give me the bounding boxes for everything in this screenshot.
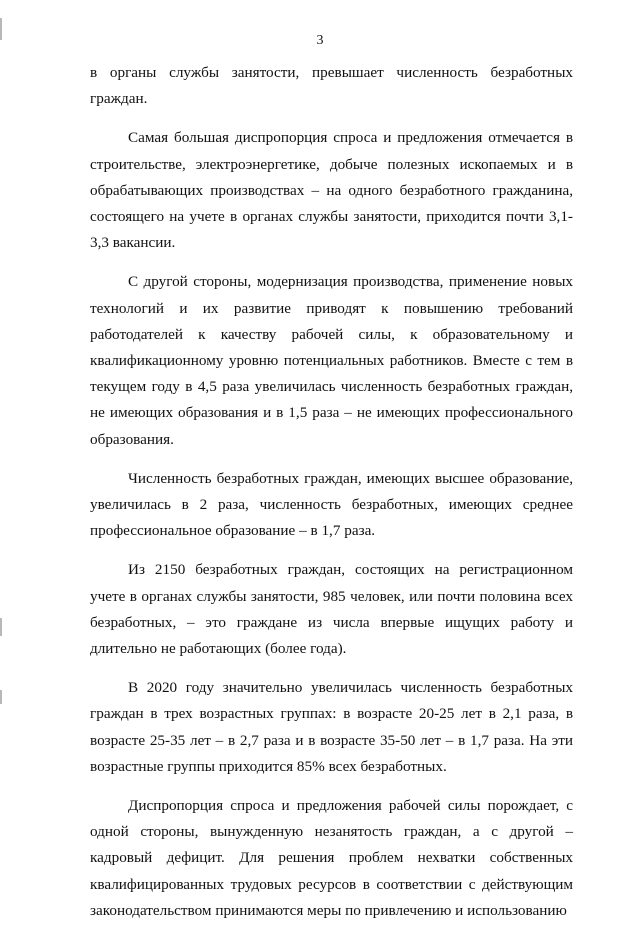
document-body [90, 60, 573, 937]
paragraph-continuation: в органы службы занятости, превышает численность безработных граждан. [90, 64, 573, 108]
scan-margin-mark-top [0, 18, 2, 40]
paragraph-construction-disproportion: Самая большая диспропорция спроса и предложения отмечается в строительстве, электроэнергетике, добыче полезных ископаемых и в обрабатывающих производствах – на одного безработного гражданина, состоящего на учете в органах службы занятости, приходится почти 3,1-3,3 вакансии. [90, 129, 573, 252]
page-number: 3 [316, 33, 324, 48]
scan-margin-mark-middle [0, 618, 2, 636]
paragraph-age-groups: В 2020 году значительно увеличилась численность безработных граждан в трех возрастных группах: в возрасте 20-25 лет в 2,1 раза, в возрасте 25-35 лет – в 2,7 раза и в возрасте 35-50 лет – в 1,7 раза. На эти возрастные группы приходится 85% всех безработных. [90, 679, 573, 775]
paragraph-higher-education: Численность безработных граждан, имеющих высшее образование, увеличилась в 2 раза, численность безработных, имеющих среднее профессиональное образование – в 1,7 раза. [90, 469, 573, 540]
paragraph-labor-disproportion: Диспропорция спроса и предложения рабочей силы порождает, с одной стороны, вынужденную незанятость граждан, а с другой – кадровый дефицит. Для решения проблем нехватки собственных квалифицированных трудовых ресурсов в соответствии с действующим законодательством принимаются меры по привлечению и использованию [90, 797, 573, 919]
paragraph-registered-unemployed: Из 2150 безработных граждан, состоящих на регистрационном учете в органах службы занятости, 985 человек, или почти половина всех безработных, – это граждане из числа впервые ищущих работу и длительно не работающих (более года). [90, 561, 573, 658]
scan-margin-mark-lower [0, 690, 2, 704]
paragraph-modernization: С другой стороны, модернизация производства, применение новых технологий и их развитие приводят к повышению требований работодателей к качеству рабочей силы, к образовательному и квалификационному уровню потенциальных работников. Вместе с тем в текущем году в 4,5 раза увеличилась численность безработных граждан, не имеющих образования и в 1,5 раза – не имеющих профессионального образования. [90, 273, 573, 448]
